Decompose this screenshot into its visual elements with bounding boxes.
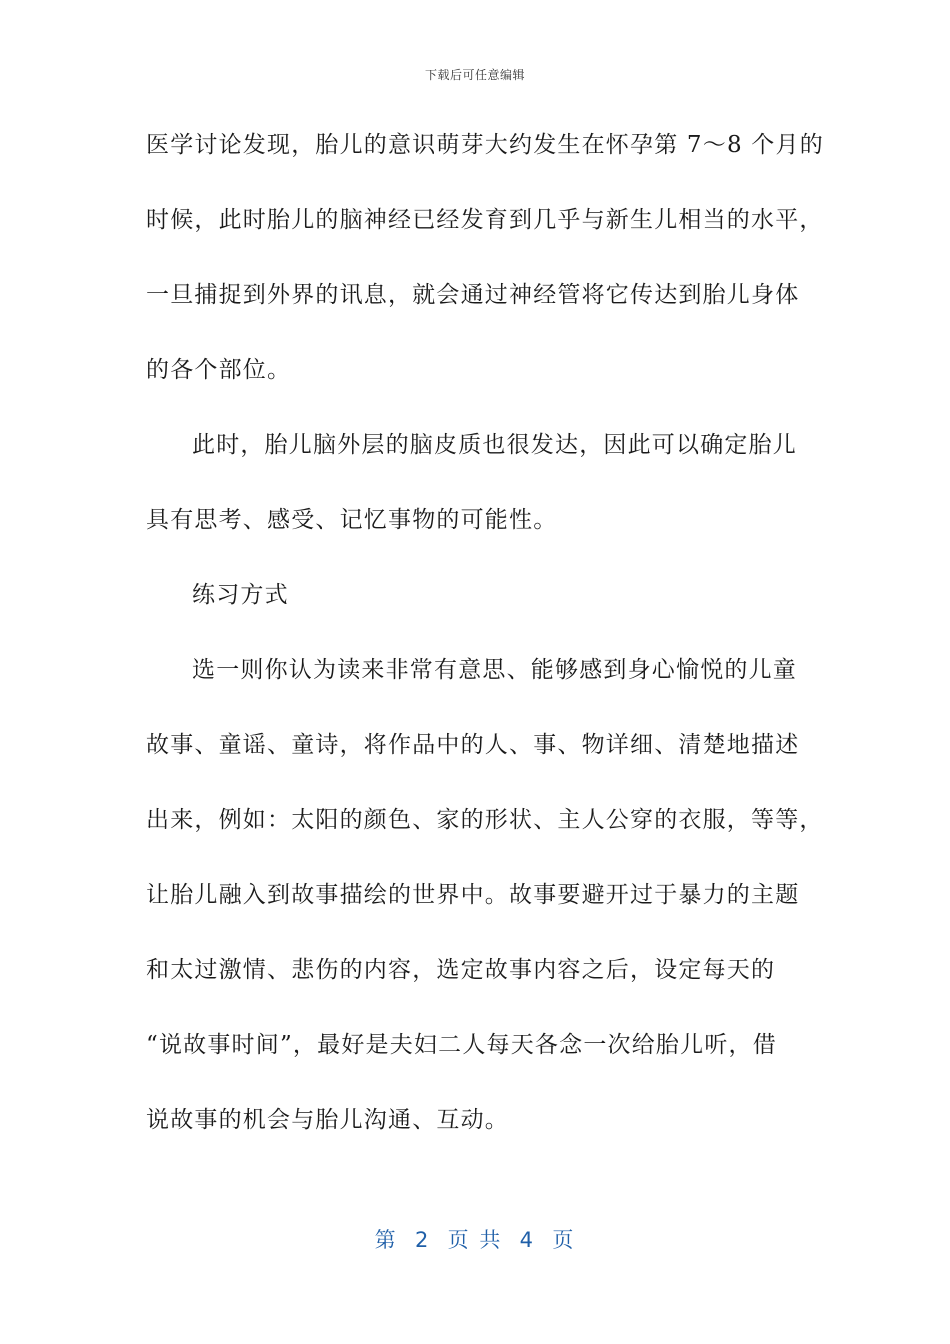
body-line: 医学讨论发现，胎儿的意识萌芽大约发生在怀孕第 7～8 个月的 [146,132,824,158]
body-line: 选一则你认为读来非常有意思、能够感到身心愉悦的儿童 [192,657,797,683]
body-line: 故事、童谣、童诗，将作品中的人、事、物详细、清楚地描述 [146,732,800,758]
body-line: 此时，胎儿脑外层的脑皮质也很发达，因此可以确定胎儿 [192,432,797,458]
body-line: 时候，此时胎儿的脑神经已经发育到几乎与新生儿相当的水平， [146,207,824,233]
header-note: 下载后可任意编辑 [424,68,525,82]
body-line: 说故事的机会与胎儿沟通、互动。 [146,1107,509,1133]
body-line: 和太过激情、悲伤的内容，选定故事内容之后，设定每天的 [146,957,776,983]
body-line: 让胎儿融入到故事描绘的世界中。故事要避开过于暴力的主题 [146,882,800,908]
page-number: 第 2 页 共 4 页 [374,1228,576,1252]
body-line: 的各个部位。 [146,357,292,383]
body-line: 出来，例如：太阳的颜色、家的形状、主人公穿的衣服，等等， [146,807,824,833]
body-line: 一旦捕捉到外界的讯息，就会通过神经管将它传达到胎儿身体 [146,282,800,308]
body-line: 具有思考、感受、记忆事物的可能性。 [146,507,558,533]
document-body [146,120,824,1170]
section-heading: 练习方式 [192,582,289,608]
body-line: “说故事时间”，最好是夫妇二人每天各念一次给胎儿听，借 [146,1032,777,1058]
